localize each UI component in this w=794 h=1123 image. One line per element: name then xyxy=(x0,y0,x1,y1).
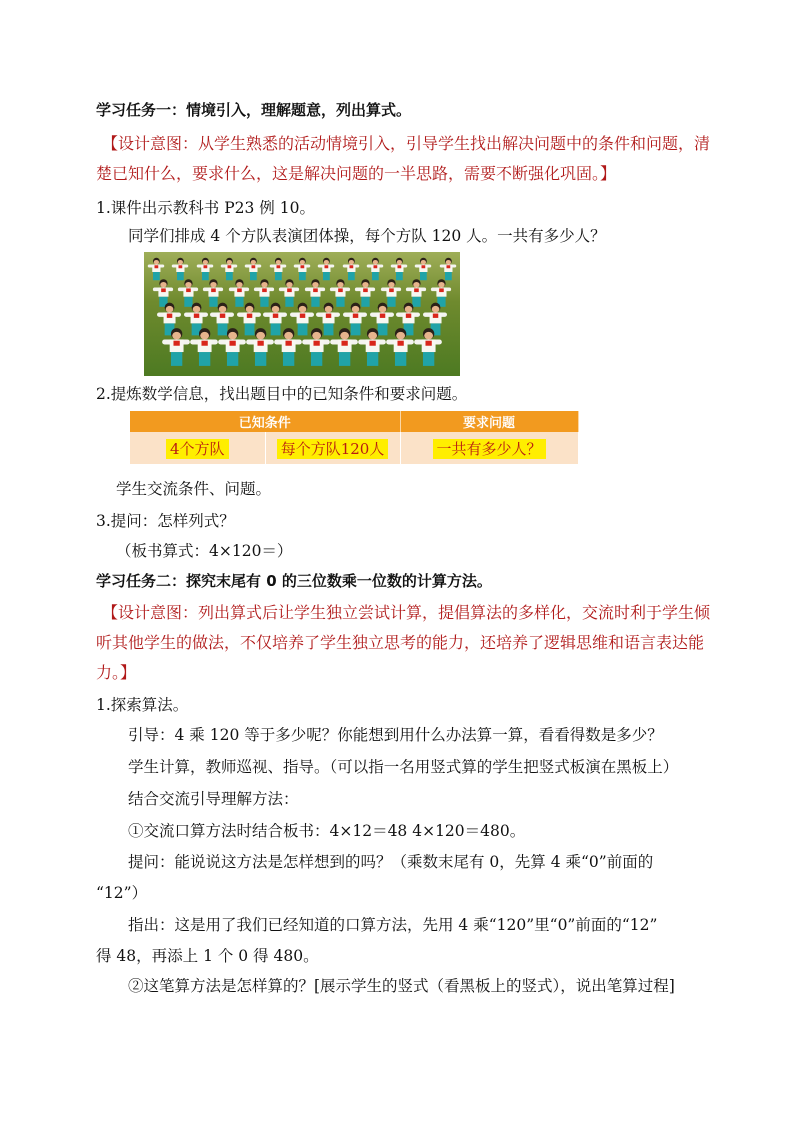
board-formula: （板书算式：4×120＝） xyxy=(116,542,293,560)
student-figure xyxy=(190,328,218,366)
design-intent-2-line3: 力。】 xyxy=(96,663,137,682)
known-cell-1 xyxy=(130,432,265,464)
student-figure xyxy=(221,258,238,281)
student-row xyxy=(144,332,460,362)
step-3-ask: 3.提问：怎样列式？ xyxy=(96,512,235,530)
gymnastics-photo xyxy=(144,252,460,376)
guide-text: 引导：4 乘 120 等于多少呢？你能想到用什么办法算一算，看看得数是多少？ xyxy=(128,726,663,744)
student-figure xyxy=(162,328,190,366)
conditions-table xyxy=(130,411,579,464)
design-intent-2-line1: 【设计意图：列出算式后让学生独立尝试计算，提倡算法的多样化，交流时利于学生倾 xyxy=(102,603,711,622)
student-figure xyxy=(439,258,456,281)
combine-text: 结合交流引导理解方法： xyxy=(128,790,299,808)
point-text-line2: 得 48，再添上 1 个 0 得 480。 xyxy=(96,947,319,965)
design-intent-1-line2: 楚已知什么，要求什么，这是解决问题的一半思路，需要不断强化巩固。】 xyxy=(96,164,617,183)
student-figure xyxy=(172,258,189,281)
question-cell xyxy=(400,432,578,464)
step-2-extract: 2.提炼数学信息，找出题目中的已知条件和要求问题。 xyxy=(96,385,468,403)
design-intent-2-line2: 听其他学生的做法，不仅培养了学生独立思考的能力，还培养了逻辑思维和语言表达能 xyxy=(96,633,705,652)
step-1-explore: 1.探索算法。 xyxy=(96,696,189,714)
student-figure xyxy=(342,258,359,281)
student-figure xyxy=(246,328,274,366)
student-exchange: 学生交流条件、问题。 xyxy=(116,480,272,498)
task2-heading: 学习任务二：探究末尾有 0 的三位数乘一位数的计算方法。 xyxy=(96,572,492,590)
student-figure xyxy=(196,258,213,281)
point-text-line1: 指出：这是用了我们已经知道的口算方法，先用 4 乘“120”里“0”前面的“12” xyxy=(128,916,658,934)
step-1-example: 1.课件出示教科书 P23 例 10。 xyxy=(96,199,315,217)
known-cell-2 xyxy=(265,432,400,464)
ask-text-line1: 提问：能说说这方法是怎样想到的吗？（乘数末尾有 0，先算 4 乘“0”前面的 xyxy=(128,853,654,871)
student-figure xyxy=(414,328,442,366)
student-figure xyxy=(386,328,414,366)
problem-text: 同学们排成 4 个方队表演团体操，每个方队 120 人。一共有多少人？ xyxy=(128,227,606,245)
known-conditions-header: 已知条件 xyxy=(130,411,400,432)
student-figure xyxy=(302,328,330,366)
written-method-text: ②这笔算方法是怎样算的？[展示学生的竖式（看黑板上的竖式），说出笔算过程] xyxy=(128,977,675,995)
student-figure xyxy=(148,258,165,281)
oral-method-text: ①交流口算方法时结合板书：4×12＝48 4×120＝480。 xyxy=(128,822,526,840)
student-figure xyxy=(391,258,408,281)
student-figure xyxy=(367,258,384,281)
student-figure xyxy=(318,258,335,281)
student-figure xyxy=(415,258,432,281)
task1-heading: 学习任务一：情境引入，理解题意，列出算式。 xyxy=(96,101,412,119)
calc-text: 学生计算，教师巡视、指导。（可以指一名用竖式算的学生把竖式板演在黑板上） xyxy=(128,758,679,776)
student-figure xyxy=(218,328,246,366)
student-figure xyxy=(274,328,302,366)
student-figure xyxy=(330,328,358,366)
student-figure xyxy=(358,328,386,366)
known-value-2: 每个方队120人 xyxy=(277,439,389,459)
student-figure xyxy=(245,258,262,281)
ask-text-line2: “12”） xyxy=(96,884,148,902)
question-value: 一共有多少人？ xyxy=(433,439,546,459)
design-intent-1-line1: 【设计意图：从学生熟悉的活动情境引入，引导学生找出解决问题中的条件和问题，清 xyxy=(102,134,711,153)
student-figure xyxy=(294,258,311,281)
question-header: 要求问题 xyxy=(400,411,578,432)
known-value-1: 4个方队 xyxy=(166,439,229,459)
student-figure xyxy=(269,258,286,281)
